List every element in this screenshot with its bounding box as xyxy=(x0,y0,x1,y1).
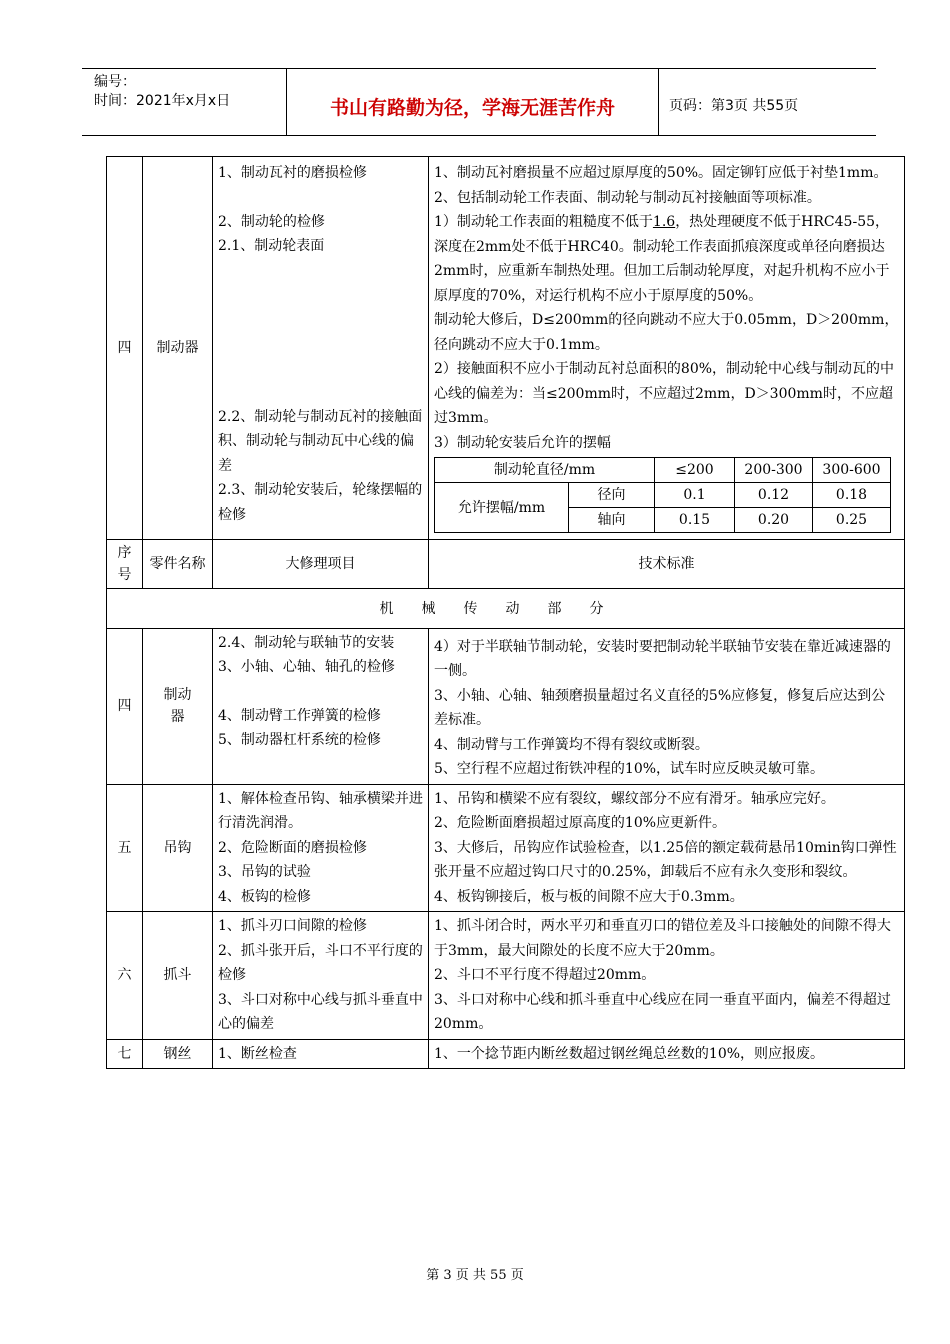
table-row xyxy=(107,157,905,540)
list-item: 1、解体检查吊钩、轴承横梁并进行清洗润滑。 xyxy=(218,790,423,831)
standard-text: 2、包括制动轮工作表面、制动轮与制动瓦衬接触面等项标准。 xyxy=(434,189,821,206)
sub-row-name: 径向 xyxy=(569,483,655,508)
list-item: 2、制动轮的检修 xyxy=(218,213,325,230)
sub-header: 200-300 xyxy=(735,458,813,483)
standard-text: 3、大修后，吊钩应作试验检查，以1.25倍的额定载荷悬吊10min钩口弹性张开量不应超过钩口尺寸的0.25%，卸载后不应有永久变形和裂纹。 xyxy=(434,839,897,880)
items-cell xyxy=(213,784,429,912)
column-header-row xyxy=(107,540,905,589)
list-item: 2.1、制动轮表面 xyxy=(218,238,325,254)
time-label: 时间：2021年x月x日 xyxy=(94,93,231,109)
col-header-part: 零件名称 xyxy=(143,540,213,589)
standard-text: 制动轮大修后，D≤200mm的径向跳动不应大于0.05mm，D＞200mm，径向跳动不应大于0.1mm。 xyxy=(434,312,899,353)
sub-header: 300-600 xyxy=(813,458,891,483)
items-cell xyxy=(213,1039,429,1069)
standard-text-part: ，热处理硬度不低于HRC45-55，深度在2mm处不低于HRC40。制动轮工作表面抓痕深度或单径向磨损达2mm时，应重新车制热处理。但加工后制动轮厚度，对起升机构不应小于原厚度的70%，对运行机构不应小于原厚度的50%。 xyxy=(434,214,890,304)
swing-tolerance-table xyxy=(434,457,891,533)
list-item: 2.2、制动轮与制动瓦衬的接触面积、制动轮与制动瓦中心线的偏差 xyxy=(218,408,423,474)
list-item: 1、抓斗刃口间隙的检修 xyxy=(218,918,367,934)
list-item: 3、小轴、心轴、轴孔的检修 xyxy=(218,659,395,675)
sub-cell: 0.25 xyxy=(813,508,891,533)
standard-text: 1、吊钩和横梁不应有裂纹，螺纹部分不应有滑牙。轴承应完好。 xyxy=(434,790,835,807)
part-cell: 制动器 xyxy=(143,157,213,540)
standard-text: 5、空行程不应超过衔铁冲程的10%，试车时应反映灵敏可靠。 xyxy=(434,761,825,777)
code-label: 编号： xyxy=(94,74,136,90)
standard-text: 3、斗口对称中心线和抓斗垂直中心线应在同一垂直平面内，偏差不得超过20mm。 xyxy=(434,991,891,1032)
table-row xyxy=(107,912,905,1040)
standard-text-part: 1）制动轮工作表面的粗糙度不低于 xyxy=(434,214,653,230)
standard-text: 3）制动轮安装后允许的摆幅 xyxy=(434,434,611,451)
repair-standards-table xyxy=(106,156,905,1069)
list-item: 2.3、制动轮安装后，轮缘摆幅的检修 xyxy=(218,482,423,523)
list-item: 4、板钩的检修 xyxy=(218,888,311,905)
list-item: 2、危险断面的磨损检修 xyxy=(218,839,367,856)
sub-cell: 0.20 xyxy=(735,508,813,533)
standard-cell xyxy=(429,784,905,912)
table-row xyxy=(107,1039,905,1069)
part-cell: 制动器 xyxy=(143,628,213,784)
seq-cell: 五 xyxy=(107,784,143,912)
roughness-value: 1.6 xyxy=(652,214,676,230)
col-header-standard: 技术标准 xyxy=(429,540,905,589)
part-cell: 钢丝 xyxy=(143,1039,213,1069)
section-title: 机械传动部分 xyxy=(107,589,905,629)
standard-text: 1、抓斗闭合时，两水平刃和垂直刃口的错位差及斗口接触处的间隙不得大于3mm，最大间隙处的长度不应大于20mm。 xyxy=(434,918,891,959)
standard-text: 2、斗口不平行度不得超过20mm。 xyxy=(434,967,656,983)
list-item: 1、制动瓦衬的磨损检修 xyxy=(218,165,367,181)
header-meta xyxy=(82,69,287,135)
list-item: 1、断丝检查 xyxy=(218,1045,297,1062)
sub-cell: 0.1 xyxy=(655,483,735,508)
list-item: 5、制动器杠杆系统的检修 xyxy=(218,732,381,748)
standard-cell xyxy=(429,628,905,784)
standard-text: 3、小轴、心轴、轴颈磨损量超过名义直径的5%应修复，修复后应达到公差标准。 xyxy=(434,687,886,728)
items-cell xyxy=(213,912,429,1040)
page-header xyxy=(82,68,876,136)
header-page-info: 页码：第3页 共55页 xyxy=(669,98,799,114)
seq-cell: 七 xyxy=(107,1039,143,1069)
header-motto: 书山有路勤为径，学海无涯苦作舟 xyxy=(287,69,659,135)
page-footer: 第 3 页 共 55 页 xyxy=(426,1268,524,1283)
standard-text xyxy=(434,210,899,308)
list-item: 4、制动臂工作弹簧的检修 xyxy=(218,707,381,724)
standard-text: 1、一个捻节距内断丝数超过钢丝绳总丝数的10%，则应报废。 xyxy=(434,1045,825,1062)
items-cell xyxy=(213,628,429,784)
section-title-row xyxy=(107,589,905,629)
list-item: 2、抓斗张开后，斗口不平行度的检修 xyxy=(218,942,423,983)
sub-header: ≤200 xyxy=(655,458,735,483)
col-header-seq: 序号 xyxy=(107,540,143,589)
list-item: 3、吊钩的试验 xyxy=(218,864,311,880)
standard-text: 4、制动臂与工作弹簧均不得有裂纹或断裂。 xyxy=(434,736,709,753)
seq-cell: 四 xyxy=(107,628,143,784)
table-row xyxy=(107,628,905,784)
sub-cell: 0.18 xyxy=(813,483,891,508)
sub-cell: 0.15 xyxy=(655,508,735,533)
sub-cell: 0.12 xyxy=(735,483,813,508)
seq-cell: 六 xyxy=(107,912,143,1040)
part-cell: 抓斗 xyxy=(143,912,213,1040)
standard-text: 4、板钩铆接后，板与板的间隙不应大于0.3mm。 xyxy=(434,888,744,905)
standard-cell xyxy=(429,912,905,1040)
col-header-items: 大修理项目 xyxy=(213,540,429,589)
standard-cell xyxy=(429,1039,905,1069)
table-row xyxy=(107,784,905,912)
standard-text: 2）接触面积不应小于制动瓦衬总面积的80%，制动轮中心线与制动瓦的中心线的偏差为：当≤200mm时，不应超过2mm，D＞300mm时，不应超过3mm。 xyxy=(434,361,895,426)
sub-row-label: 允许摆幅/mm xyxy=(435,483,569,533)
items-cell xyxy=(213,157,429,540)
sub-row-name: 轴向 xyxy=(569,508,655,533)
list-item: 3、斗口对称中心线与抓斗垂直中心的偏差 xyxy=(218,991,423,1032)
list-item: 2.4、制动轮与联轴节的安装 xyxy=(218,634,395,651)
standard-text: 2、危险断面磨损超过原高度的10%应更新件。 xyxy=(434,815,727,831)
sub-header: 制动轮直径/mm xyxy=(435,458,655,483)
seq-cell: 四 xyxy=(107,157,143,540)
part-cell: 吊钩 xyxy=(143,784,213,912)
standard-text: 1、制动瓦衬磨损量不应超过原厚度的50%。固定铆钉应低于衬垫1mm。 xyxy=(434,165,888,181)
standard-text: 4）对于半联轴节制动轮，安装时要把制动轮半联轴节安装在靠近减速器的一侧。 xyxy=(434,638,891,679)
standard-cell xyxy=(429,157,905,540)
